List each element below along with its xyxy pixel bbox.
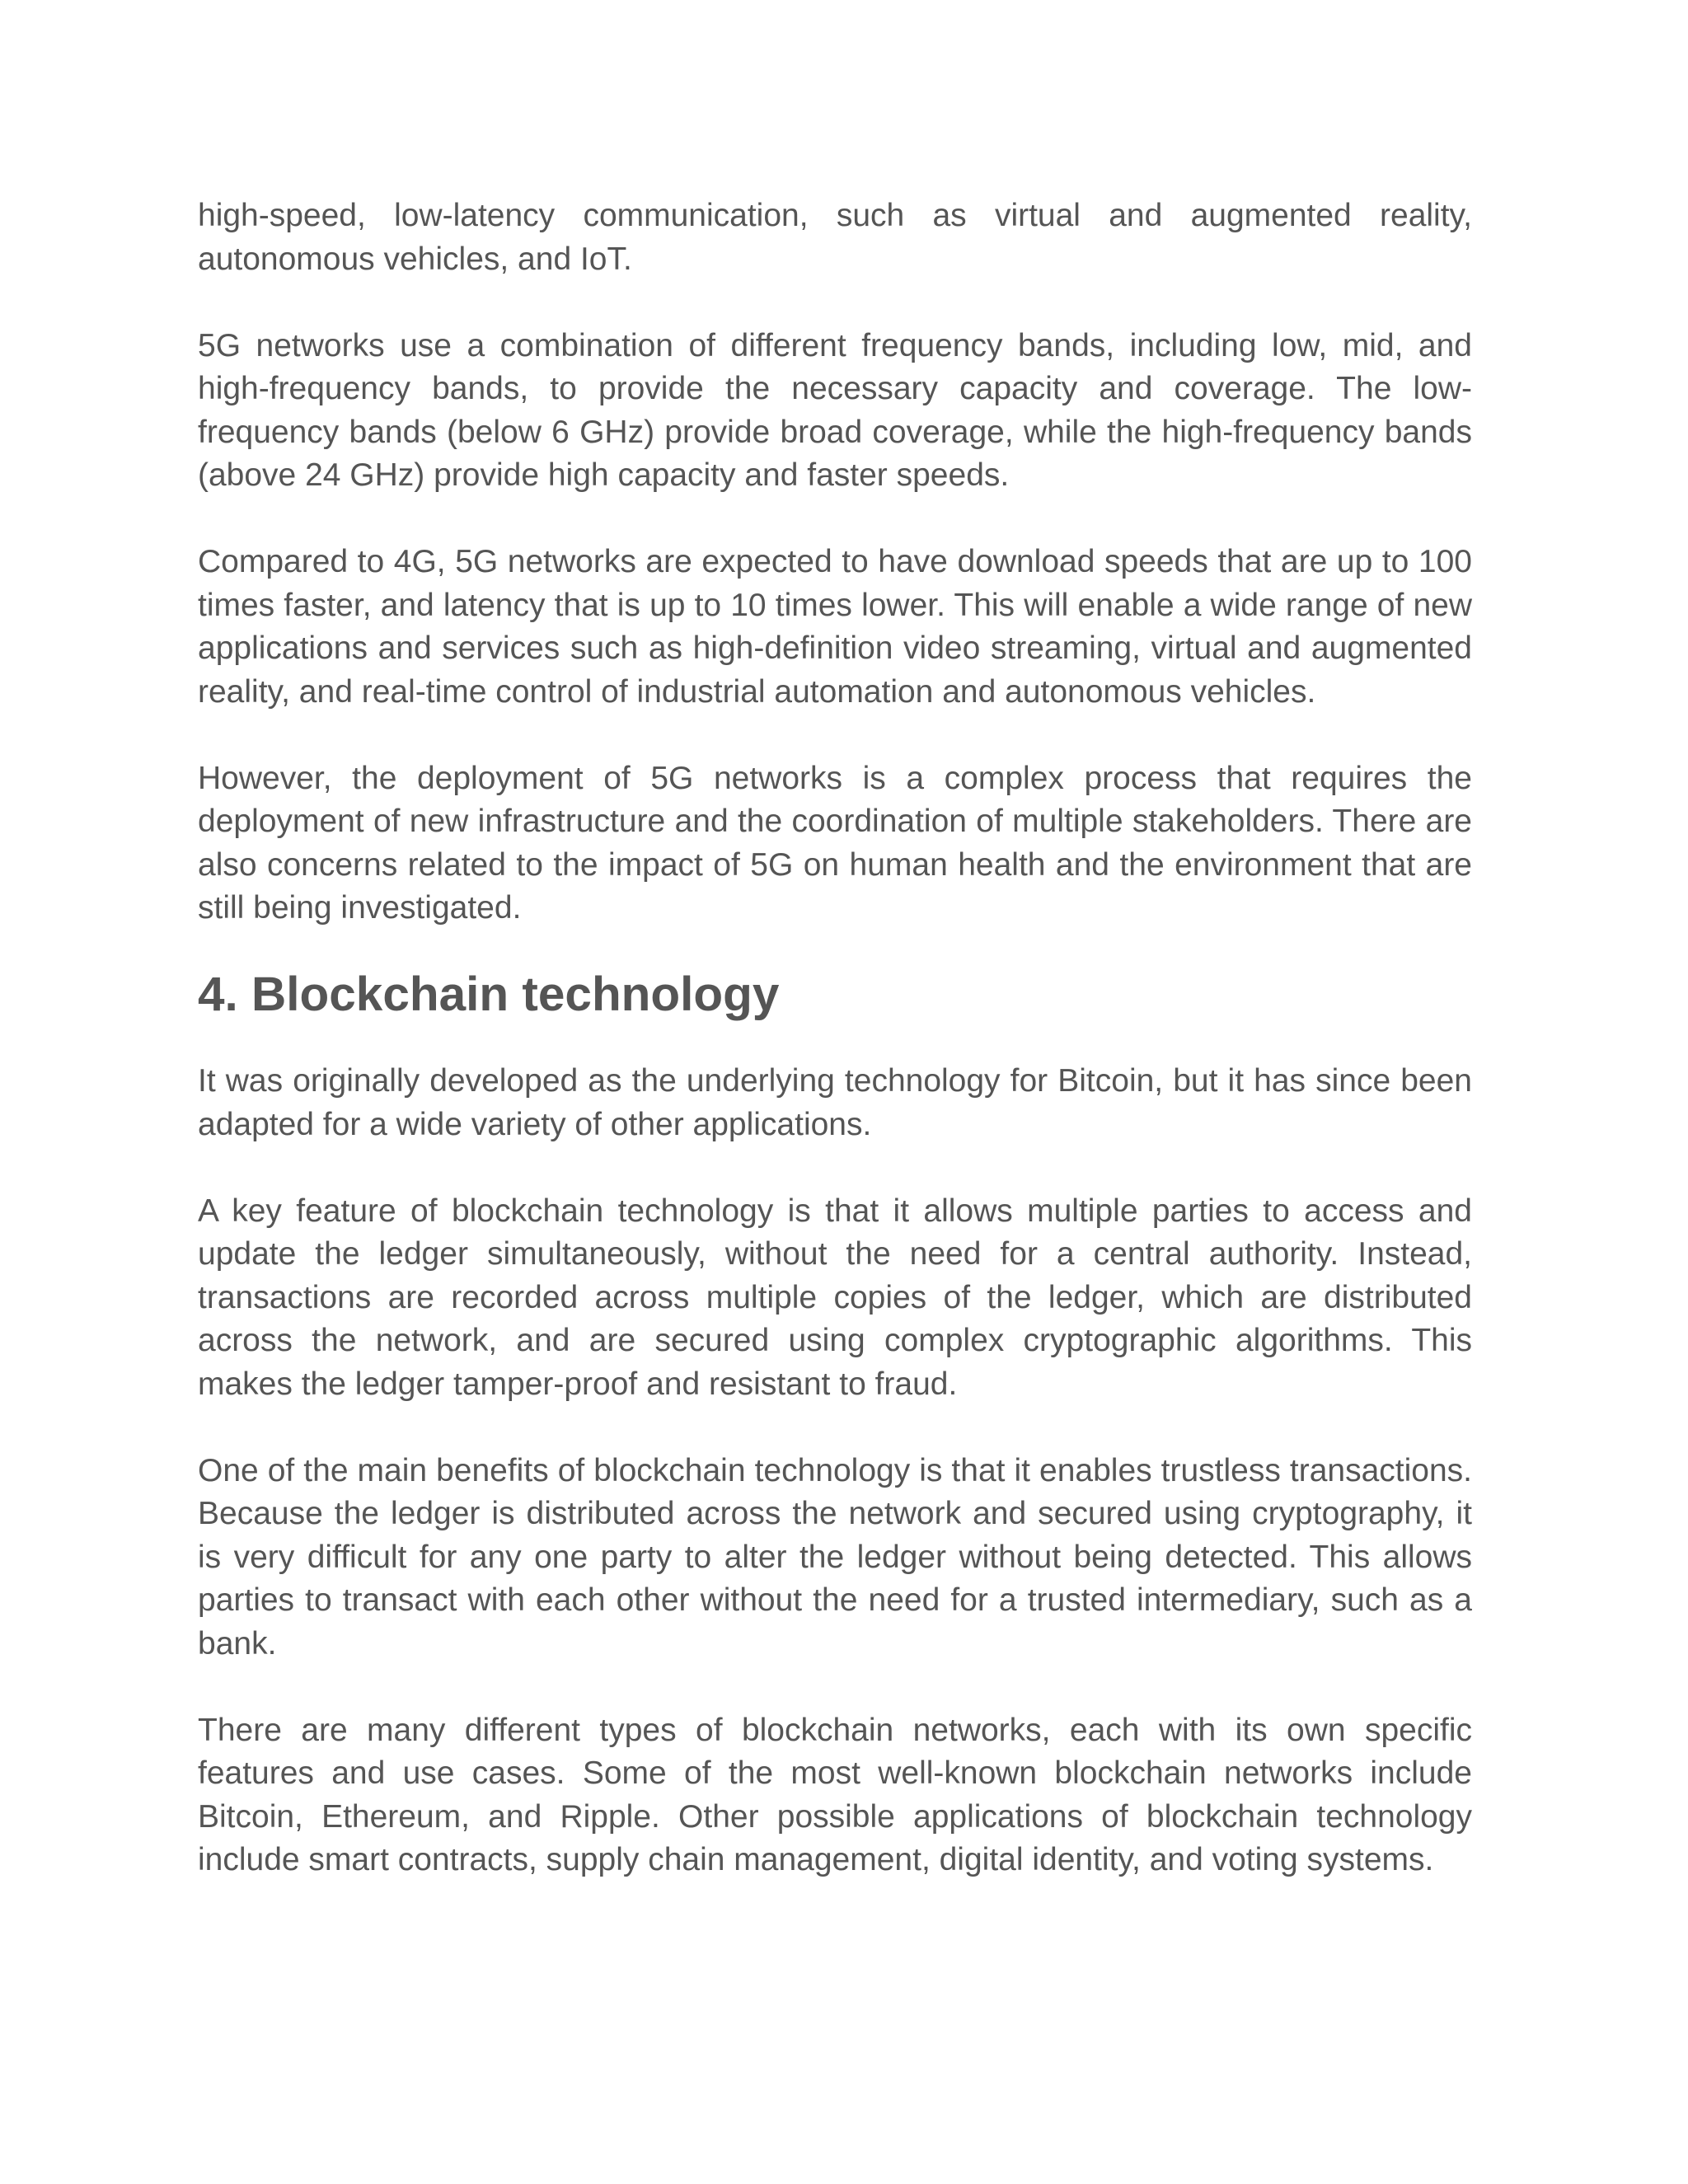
section-heading-blockchain: 4. Blockchain technology [198,968,780,1021]
paragraph-blockchain-origin: It was originally developed as the underlying technology for Bitcoin, but it has since been adapted for a wide variety of other applications. [198,1063,1472,1142]
paragraph-5g-vs-4g: Compared to 4G, 5G networks are expected to have download speeds that are up to 100 times faster, and latency that is up to 10 times lower. This will enable a wide range of new applications and services such as high-definition video streaming, virtual and augmented reality, and real-time control of industrial automation and autonomous vehicles. [198,544,1472,710]
paragraph-5g-frequency-bands: 5G networks use a combination of different frequency bands, including low, mid, and high-frequency bands, to provide the necessary capacity and coverage. The low-frequency bands (below 6 GHz) provide broad coverage, while the high-frequency bands (above 24 GHz) provide high capacity and faster speeds. [198,327,1472,493]
paragraph-5g-deployment: However, the deployment of 5G networks is a complex process that requires the deployment of new infrastructure and the coordination of multiple stakeholders. There are also concerns related to the impact of 5G on human health and the environment that are still being investigated. [198,760,1472,926]
paragraph-5g-applications: high-speed, low-latency communication, such as virtual and augmented reality, autonomous vehicles, and IoT. [198,198,1472,277]
paragraph-blockchain-key-feature: A key feature of blockchain technology is that it allows multiple parties to access and update the ledger simultaneously, without the need for a central authority. Instead, transactions are recorded across multiple copies of the ledger, which are distributed across the network, and are secured using complex cryptographic algorithms. This makes the ledger tamper-proof and resistant to fraud. [198,1193,1472,1402]
document-body [198,194,1472,1925]
paragraph-blockchain-types: There are many different types of blockchain networks, each with its own specific features and use cases. Some of the most well-known blockchain networks include Bitcoin, Ethereum, and Ripple. Other possible applications of blockchain technology include smart contracts, supply chain management, digital identity, and voting systems. [198,1712,1472,1877]
paragraph-blockchain-benefits: One of the main benefits of blockchain technology is that it enables trustless transactions. Because the ledger is distributed across the network and secured using cryptography, it is very difficult for any one party to alter the ledger without being detected. This allows parties to transact with each other without the need for a trusted intermediary, such as a bank. [198,1452,1472,1661]
